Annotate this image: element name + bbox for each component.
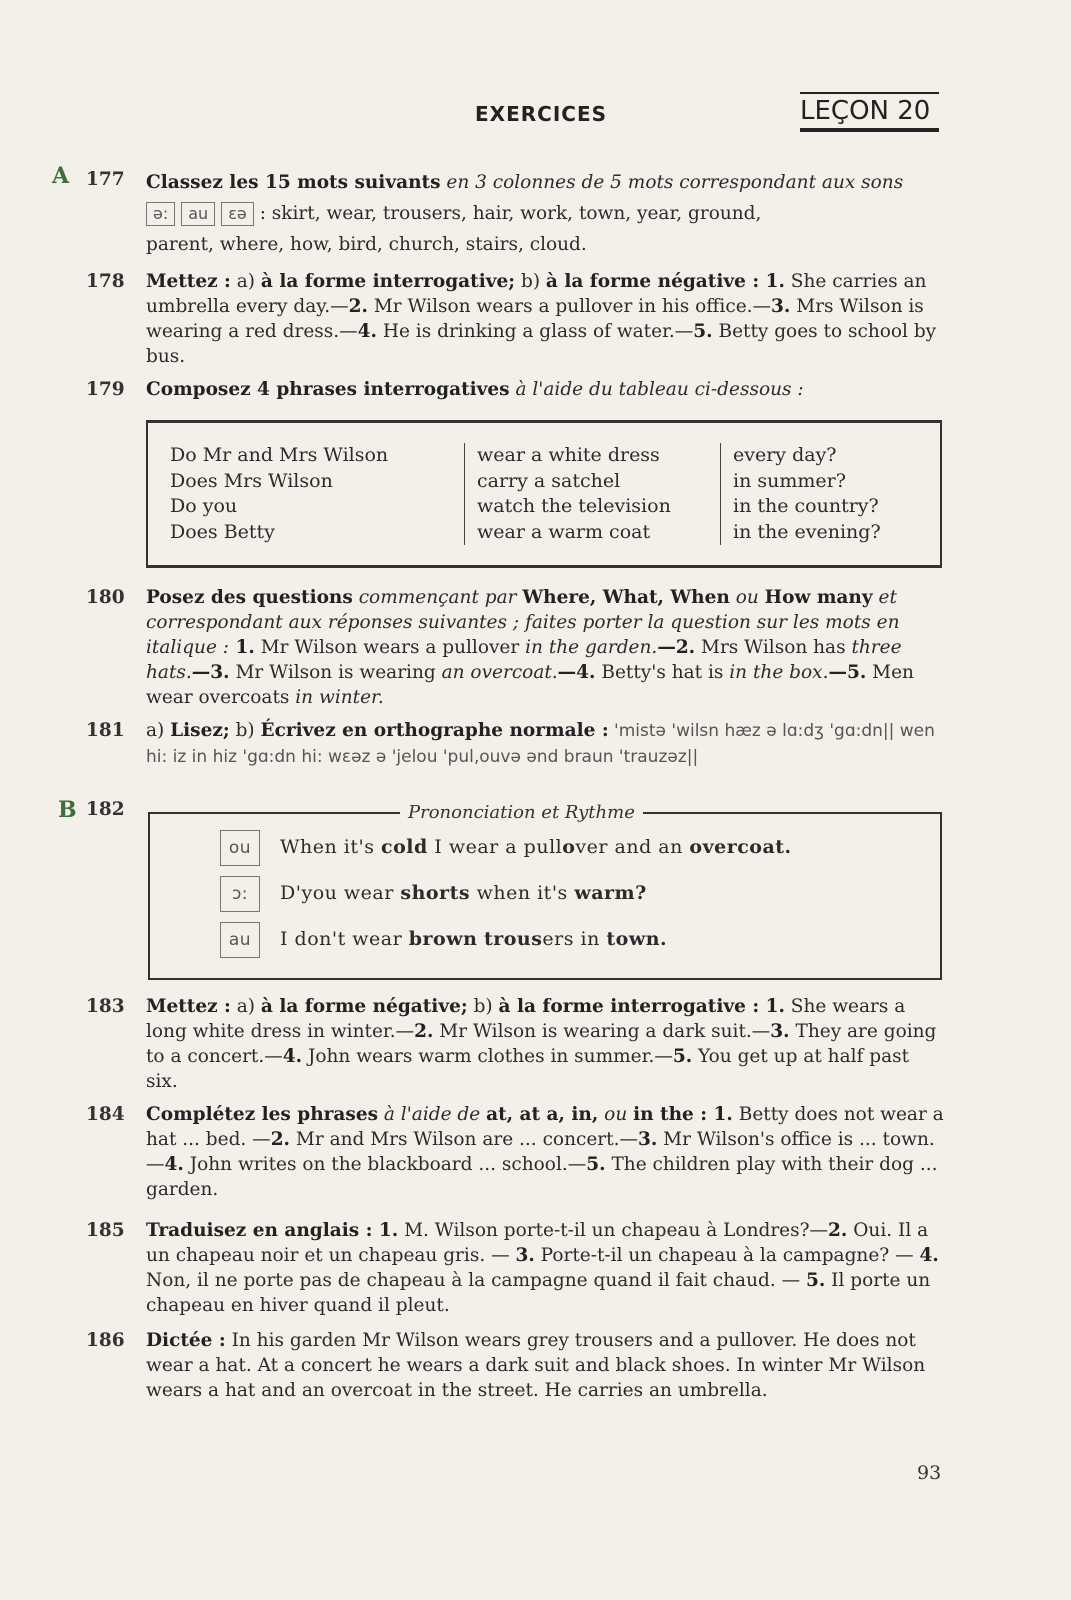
text: D'you wear bbox=[280, 882, 401, 904]
text: when it's bbox=[470, 882, 575, 904]
rhythm-line bbox=[231, 882, 647, 904]
word-list: parent, where, how, bird, church, stairs, cloud. bbox=[146, 234, 587, 255]
sentence: John writes on the blackboard ... school.— bbox=[183, 1154, 587, 1175]
sentence: The children play with their dog ... garden. bbox=[146, 1154, 938, 1200]
table-cell: Do Mr and Mrs Wilson bbox=[170, 444, 389, 466]
exercise-185 bbox=[86, 1218, 946, 1318]
italic-phrase: in winter. bbox=[295, 687, 384, 708]
item-number: 2. bbox=[270, 1129, 291, 1150]
item-number: 3. bbox=[515, 1245, 535, 1266]
text: b) bbox=[229, 720, 261, 741]
dictation-text: In his garden Mr Wilson wears grey trousers and a pullover. He does not wear a hat. At a concert he wears a dark suit and black shoes. In winter Mr Wilson wears a hat and an overcoat in the street. He carries an umbrella. bbox=[146, 1330, 926, 1401]
text: When it's bbox=[280, 836, 382, 858]
sentence: Men wear overcoats bbox=[146, 662, 914, 708]
lesson-label: LEÇON 20 bbox=[800, 96, 939, 132]
instruction: Mettez : bbox=[146, 996, 231, 1017]
item-number: 4. bbox=[919, 1245, 939, 1266]
stressed-word: shorts bbox=[400, 882, 471, 904]
table-column-subjects bbox=[170, 443, 450, 545]
sound-symbol: ou bbox=[220, 830, 260, 866]
instruction: à la forme négative : 1. bbox=[545, 271, 785, 292]
instruction: Where, What, When bbox=[522, 587, 730, 608]
item-number: —3. bbox=[191, 662, 230, 683]
instruction: in the : 1. bbox=[633, 1104, 733, 1125]
rhythm-line bbox=[228, 836, 792, 858]
table-cell: in the country? bbox=[733, 495, 879, 517]
exercise-number: 179 bbox=[86, 379, 125, 400]
item-number: —5. bbox=[828, 662, 867, 683]
table-cell: every day? bbox=[733, 444, 837, 466]
text: I don't wear bbox=[280, 928, 409, 950]
instruction: à la forme négative; bbox=[260, 996, 468, 1017]
text: a) bbox=[230, 271, 261, 292]
exercise-178 bbox=[86, 269, 946, 369]
item-number: 3. bbox=[770, 1021, 790, 1042]
item-number: 2. bbox=[414, 1021, 434, 1042]
exercise-number: 181 bbox=[86, 720, 125, 741]
text: ? bbox=[635, 882, 647, 904]
sentence: Mr Wilson's office is ... town.— bbox=[146, 1129, 935, 1175]
text: ers in bbox=[542, 928, 607, 950]
exercise-183 bbox=[86, 994, 946, 1094]
instruction: Mettez : bbox=[146, 271, 231, 292]
instruction: Écrivez en orthographe normale : bbox=[260, 720, 609, 741]
exercise-180 bbox=[86, 585, 946, 710]
sound-symbol: ɛə bbox=[221, 202, 254, 226]
sentence: Mrs Wilson has bbox=[695, 637, 852, 658]
pronunciation-box bbox=[148, 802, 942, 980]
sentence: He is drinking a glass of water.— bbox=[376, 321, 694, 342]
text: b) bbox=[515, 271, 546, 292]
instruction: Classez les 15 mots suivants bbox=[146, 172, 441, 193]
sentence: Betty does not wear a hat ... bed. — bbox=[146, 1104, 944, 1150]
table-cell: Does Betty bbox=[170, 520, 275, 543]
section-a-letter: A bbox=[52, 163, 70, 189]
instruction-italic: en 3 colonnes de 5 mots correspondant aux sons bbox=[446, 172, 904, 193]
instruction: Posez des questions bbox=[146, 587, 353, 608]
sound-symbol: au bbox=[181, 202, 215, 226]
item-number: 3. bbox=[771, 296, 791, 317]
sentence: She wears a long white dress in winter.— bbox=[146, 996, 906, 1042]
instruction: Traduisez en anglais : 1. bbox=[146, 1220, 399, 1241]
exercise-number: 182 bbox=[86, 799, 125, 820]
italic-phrase: three hats. bbox=[146, 637, 902, 683]
instruction: Composez 4 phrases interrogatives bbox=[146, 379, 510, 400]
exercise-number: 177 bbox=[86, 169, 125, 190]
table-cell: Does Mrs Wilson bbox=[170, 469, 333, 492]
instruction-italic: ou bbox=[598, 1104, 634, 1125]
sentence: Mr Wilson is wearing bbox=[229, 662, 442, 683]
instruction: Complétez les phrases bbox=[146, 1104, 379, 1125]
sentence: They are going to a concert.— bbox=[146, 1021, 937, 1067]
sentence: Betty goes to school by bus. bbox=[146, 321, 937, 367]
rhythm-line bbox=[228, 928, 668, 950]
sentence: Mr and Mrs Wilson are ... concert.— bbox=[290, 1129, 638, 1150]
page-title: EXERCICES bbox=[475, 102, 608, 126]
exercise-number: 178 bbox=[86, 271, 125, 292]
text: a) bbox=[146, 720, 171, 741]
sound-symbol: ɔ: bbox=[220, 876, 260, 912]
italic-phrase: in the box. bbox=[729, 662, 829, 683]
page-number: 93 bbox=[917, 1462, 942, 1484]
item-number: 2. bbox=[348, 296, 368, 317]
sentence: Oui. Il a un chapeau noir et un chapeau gris. — bbox=[146, 1220, 929, 1266]
instruction: Lisez; bbox=[170, 720, 230, 741]
italic-phrase: an overcoat. bbox=[441, 662, 558, 683]
table-cell: Do you bbox=[170, 495, 238, 517]
sentence: Mr Wilson wears a pullover bbox=[254, 637, 526, 658]
exercise-184 bbox=[86, 1102, 946, 1202]
exercise-number: 180 bbox=[86, 587, 125, 608]
instruction: Dictée : bbox=[146, 1330, 226, 1351]
instruction-italic: à l'aide du tableau ci-dessous : bbox=[515, 379, 804, 400]
text: a) bbox=[230, 996, 261, 1017]
sound-symbol: au bbox=[220, 922, 260, 958]
exercise-181 bbox=[86, 718, 946, 770]
sentence: Il porte un chapeau en hiver quand il pleut. bbox=[146, 1270, 931, 1316]
section-b-letter: B bbox=[58, 797, 77, 823]
stressed-syllable: trous bbox=[483, 928, 543, 950]
sentence: John wears warm clothes in summer.— bbox=[302, 1046, 673, 1067]
stressed-word: overcoat. bbox=[689, 836, 792, 858]
stressed-word: town. bbox=[606, 928, 668, 950]
stressed-word: brown bbox=[408, 928, 478, 950]
phrase-table bbox=[146, 420, 942, 568]
instruction: at, at a, in, bbox=[486, 1104, 599, 1125]
item-number: 4. bbox=[282, 1046, 303, 1067]
exercise-number: 184 bbox=[86, 1104, 125, 1125]
item-number: —2. bbox=[657, 637, 696, 658]
item-number: 5. bbox=[586, 1154, 606, 1175]
item-number: 4. bbox=[357, 321, 377, 342]
text: I wear a pull bbox=[427, 836, 563, 858]
item-number: 2. bbox=[828, 1220, 848, 1241]
sentence: Mr Wilson is wearing a dark suit.— bbox=[433, 1021, 771, 1042]
item-number: 3. bbox=[637, 1129, 658, 1150]
table-cell: carry a satchel bbox=[477, 469, 621, 492]
item-number: 1. bbox=[229, 637, 255, 658]
instruction: How many bbox=[764, 587, 873, 608]
stressed-word: warm bbox=[574, 882, 636, 904]
exercise-number: 183 bbox=[86, 996, 125, 1017]
text: ver and an bbox=[575, 836, 690, 858]
instruction-italic: commençant par bbox=[352, 587, 523, 608]
item-number: —4. bbox=[557, 662, 596, 683]
stressed-syllable: o bbox=[562, 836, 576, 858]
instruction: à la forme interrogative : 1. bbox=[498, 996, 785, 1017]
instruction-italic: à l'aide de bbox=[378, 1104, 487, 1125]
phonetic-transcription: 'mistə 'wilsn hæz ə lɑ:dʒ 'gɑ:dn|| wen hi: iz in hiz 'gɑ:dn hi: wɛəz ə 'jelou 'pul‚ouvə ənd braun 'trauzəz|| bbox=[146, 721, 935, 767]
instruction-italic: ou bbox=[729, 587, 765, 608]
sentence: Non, il ne porte pas de chapeau à la campagne quand il fait chaud. — bbox=[146, 1270, 806, 1291]
exercise-179 bbox=[86, 377, 946, 402]
stressed-word: cold bbox=[381, 836, 428, 858]
item-number: 5. bbox=[672, 1046, 693, 1067]
sound-symbol: ə: bbox=[146, 202, 175, 226]
table-cell: in the evening? bbox=[733, 520, 881, 543]
table-cell: in summer? bbox=[733, 469, 846, 492]
sentence: Betty's hat is bbox=[595, 662, 730, 683]
item-number: 5. bbox=[693, 321, 713, 342]
sentence: Mr Wilson wears a pullover in his office.— bbox=[367, 296, 772, 317]
table-column-times bbox=[720, 443, 933, 545]
item-number: 4. bbox=[164, 1154, 184, 1175]
sentence: You get up at half past six. bbox=[146, 1046, 910, 1092]
table-cell: wear a white dress bbox=[477, 444, 660, 466]
exercise-number: 185 bbox=[86, 1220, 125, 1241]
table-cell: wear a warm coat bbox=[477, 520, 651, 543]
table-column-verbs bbox=[464, 443, 717, 545]
text: b) bbox=[467, 996, 499, 1017]
exercise-177 bbox=[86, 167, 946, 260]
sentence: M. Wilson porte-t-il un chapeau à Londres?— bbox=[398, 1220, 829, 1241]
sentence: Mrs Wilson is wearing a red dress.— bbox=[146, 296, 924, 342]
exercise-number: 186 bbox=[86, 1330, 125, 1351]
exercise-186 bbox=[86, 1328, 946, 1403]
italic-phrase: in the garden. bbox=[525, 637, 658, 658]
sentence: Porte-t-il un chapeau à la campagne? — bbox=[534, 1245, 920, 1266]
word-list: : skirt, wear, trousers, hair, work, town, year, ground, bbox=[259, 203, 762, 224]
item-number: 5. bbox=[805, 1270, 826, 1291]
box-title: Prononciation et Rythme bbox=[400, 802, 643, 823]
instruction: à la forme interrogative; bbox=[260, 271, 516, 292]
table-cell: watch the television bbox=[477, 495, 671, 517]
sentence: She carries an umbrella every day.— bbox=[146, 271, 927, 317]
instruction-italic: et correspondant aux réponses suivantes ; faites porter la question sur les mots en italique : bbox=[146, 587, 900, 658]
